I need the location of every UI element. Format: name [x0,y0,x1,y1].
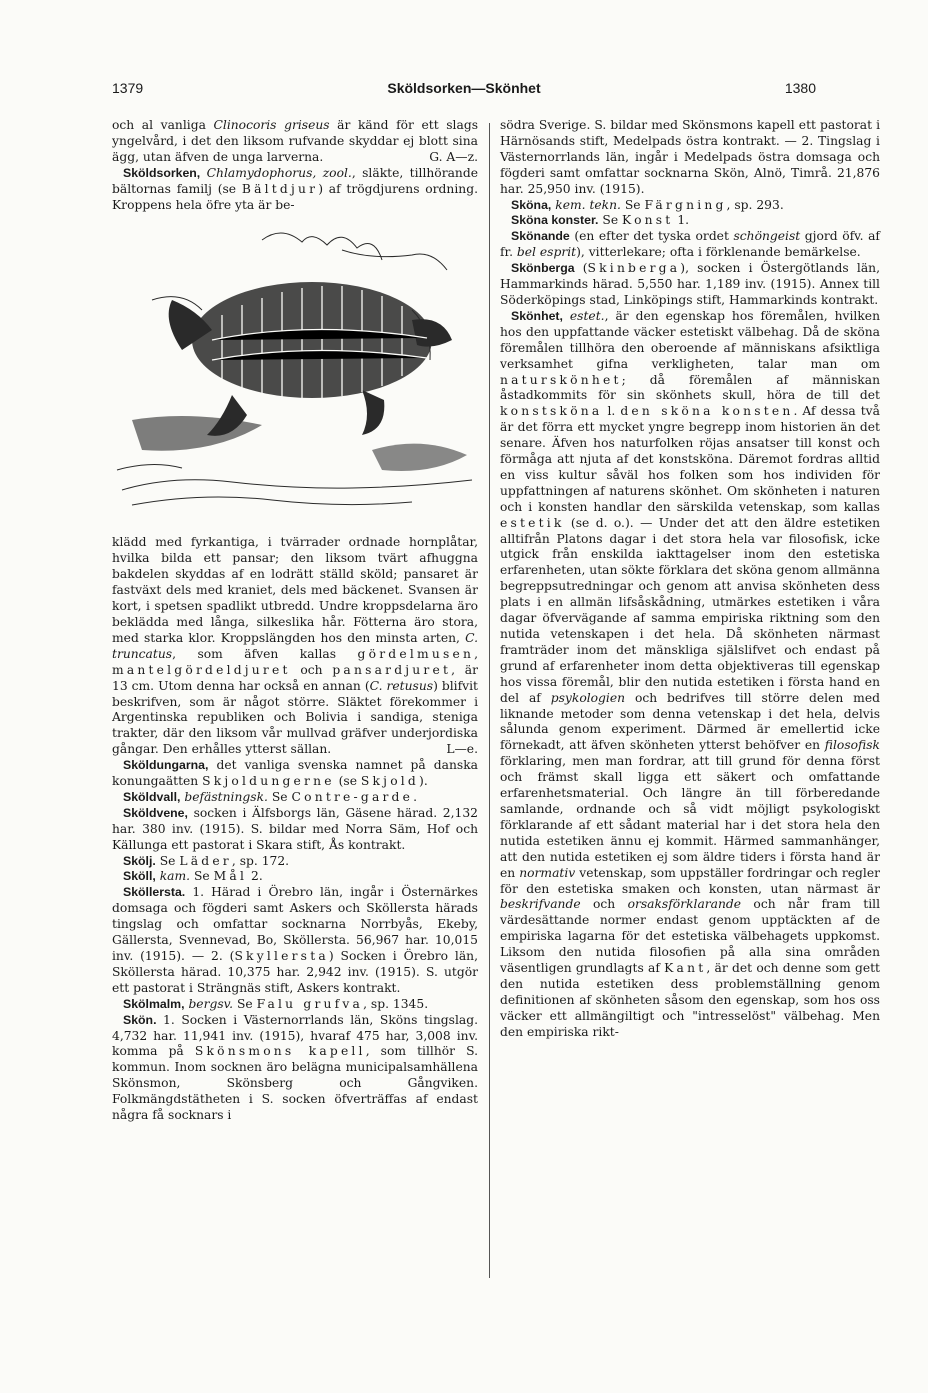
headword: Sköll, [123,869,156,884]
headword: Skönande [511,229,570,244]
headword: Sköldsorken, [123,165,201,180]
headword: Skön. [123,1012,157,1027]
running-title: Sköldsorken—Skönhet [387,80,541,96]
entry-skona-konster: Sköna konster. Se Konst 1. [511,213,690,228]
headword: Skölj. [123,853,156,868]
author-signature: G. A—z. [429,149,478,164]
entry-skon: Skön. 1. Socken i Västernorrlands län, Sköns tingslag. 4,732 har. 11,941 inv. (1915), hvaraf 475 har, 3,008 inv. komma på Skönsmons kapell, som tillhör S. kommun. Inom socknen äro belägna municipalsamhällena Skönsmon, Skönsberg och Gångviken. Folkmängdstätheten i S. socken öfverträffas af endast några få socknars i [112,1012,478,1123]
entry-skoldvene: Sköldvene, socken i Älfsborgs län, Gäsene härad. 2,132 har. 380 inv. (1915). S. bildar med Norra Säm, Hof och Källunga ett pastorat i Skara stift, Ås kontrakt. [112,805,478,852]
headword: Sköldungarna, [123,758,209,773]
entry-skoldsorken: Sköldsorken, Chlamydophorus, zool., släkte, tillhörande bältornas familj (se Bältdjur) af trögdjurens ordning. Kroppens hela öfre yta är be- [112,165,478,212]
entry-skoldvall: Sköldvall, befästningsk. Se Contre-garde. [123,789,418,804]
headword: Sköna konster. [511,213,599,228]
headword: Sköna, [511,197,552,212]
headword: Skölmalm, [123,996,185,1011]
entry-skonberga: Skönberga (Skinberga), socken i Östergötlands län, Hammarkinds härad. 5,550 har. 1,189 inv. (1915). Annex till Söderköpings stad, Linköpings stift, Hammarkinds kontrakt. [500,261,880,307]
entry-skoldsorken-cont: klädd med fyrkantiga, i tvärrader ordnade hornplåtar, hvilka bilda ett pansar; den liksom tvärt afhuggna bakdelen skyddas af en lodrätt ställd sköld; pansaret är fastväxt dels med kraniet, dels med bäckenet. Svansen är kort, i spetsen spadlikt utbredd. Undre kroppsdelarna äro beklädda med långa, silkeslika hår. Fötterna äro stora, med starka klor. Kroppslängden hos den minsta arten, C. truncatus, som äfven kallas gördelmusen, mantelgördeldjuret och pansardjuret, är 13 cm. Utom denna har också en annan (C. retusus) blifvit beskrifven, som är något större. Släktet förekommer i Argentinska republiken och Bolivia i sandiga, steniga trakter, där den liksom vår mullvad gräfver underjordiska gångar. Den erhålles ytterst sällan. L—e. [112,535,478,757]
page-number-right: 1380 [784,80,816,96]
entry-skoll: Sköll, kam. Se Mål 2. [123,869,263,884]
entry-skonhet: Skönhet, estet., är den egenskap hos föremålen, hvilken hos den uppfattande väcker estetiskt välbehag. Då de sköna föremålen tillhöra den oberoende af människans afsiktliga verksamhet gifna verkligheten, talar man om naturskönhet; då föremålen af människan åstadkommits för sin skönhets skull, höra de till det konstsköna l. den sköna konsten. Af dessa två är det förra ett mycket yngre begrepp inom historien än det senare. Äfven hos naturfolken röjas ansatser till konst och förmåga att njuta af det konstsköna. Däremot fordras alltid en viss kultur såväl hos folken som hos individen för uppfattningen af naturens skönhet. Om skönheten i naturen och i konsten handlar den särskilda vetenskap, som kallas estetik (se d. o.). — Under det att den äldre estetiken alltifrån Platons dagar i det stora hela var filosofisk, icke utgick från enskilda iakttagelser inom den estetiska erfarenheten, utan sökte förklara det sköna genom allmänna begreppsutredningar och genom att anvisa skönheten dess plats i en allmän lifsåskådning, utmärkes estetiken i våra dagar öfvervägande af samma empiriska riktning som den nutida vetenskapen i det hela. Då skönheten närmast framträder inom det mänskliga själslifvet och endast på grund af erfarenheter inom detta objektiveras till egenskap hos vissa föremål, blir den nutida estetiken i första hand en del af psykologien och bedrifves till större delen med liknande metoder som denna vetenskap i det hela, delvis sålunda genom experiment. Därmed är emellertid icke förnekadt, att äfven skönheten ytterst behöfver en filosofisk förklaring, men man fordrar, att till grund för denna först och främst skall ligga ett säkert och omfattande erfarenhetsmaterial. Och längre än till förberedande samlande, ordnande och så vidt möjligt psykologiskt förklarande af ett sådant material har i det stora hela den nutida estetiken ännu ej kommit. Härmed sammanhänger, att den nutida estetiken ej som äldre tiders i första hand är en normativ vetenskap, som uppställer fordringar och regler för den estetiska smaken och konsten, utan närmast är beskrifvande och orsaksförklarande och når fram till värdesättande normer endast genom upptäckten af de empiriska lagarna för det estetiska välbehagets uppkomst. Liksom den nutida filosofien på alla sina områden väsentligen grundlagts af Kant, är det och denne som gett den nutida estetiken dess problemställning genom definitionen af skönheten såsom den egenskap, som hos oss väcker ett allmängiltigt och "intresselöst" välbehag. Men den empiriska rikt- [500,308,881,1039]
entry-skonande: Skönande (en efter det tyska ordet schöngeist gjord öfv. af fr. bel esprit), vitterlekare; ofta i förklenande bemärkelse. [500,229,880,260]
armadillo-illustration [112,220,478,526]
headword: Skönberga [511,261,575,276]
author-signature: L—e. [446,742,478,757]
right-column [500,118,880,1041]
page-number-left: 1379 [112,80,144,96]
entry-skona: Sköna, kem. tekn. Se Färgning, sp. 293. [511,197,784,212]
entry-skoldungarna: Sköldungarna, det vanliga svenska namnet på danska konungaätten Skjoldungerne (se Skjold). [112,758,478,789]
entry-continuation: och al vanliga Clinocoris griseus är känd för ett slags yngelvård, i det den liksom rufvande skyddar ej blott sina ägg, utan äfven de unga larverna. G. A—z. [112,118,479,164]
entry-skolj: Skölj. Se Läder, sp. 172. [123,853,290,868]
column-divider [489,123,490,1278]
headword: Sköldvall, [123,789,181,804]
entry-skon-cont: södra Sverige. S. bildar med Skönsmons kapell ett pastorat i Härnösands stift, Medelpads östra kontrakt. — 2. Tingslag i Västernorrlands län, ingår i Medelpads östra domsaga och fögderi samt omfattar socknarna Skön, Alnö, Timrå. 21,876 har. 25,950 inv. (1915). [500,118,880,196]
entry-skollersta: Sköllersta. 1. Härad i Örebro län, ingår i Östernärkes domsaga och fögderi samt Askers och Sköllersta härads tingslag och omfattar socknarna Norrbyås, Ekeby, Gällersta, Svennevad, Bo, Sköllersta. 56,967 har. 10,015 inv. (1915). — 2. (Skyllersta) Socken i Örebro län, Sköllersta härad. 10,375 har. 2,942 inv. (1915). S. utgör ett pastorat i Strängnäs stift, Askers kontrakt. [112,885,479,995]
left-column [112,118,478,1124]
headword: Skönhet, [511,308,563,323]
armadillo-engraving-icon [112,220,478,526]
entry-skolmalm: Skölmalm, bergsv. Se Falu grufva, sp. 1345. [123,996,429,1011]
headword: Sköldvene, [123,805,188,820]
page-header [0,80,928,100]
headword: Sköllersta. [123,885,186,900]
